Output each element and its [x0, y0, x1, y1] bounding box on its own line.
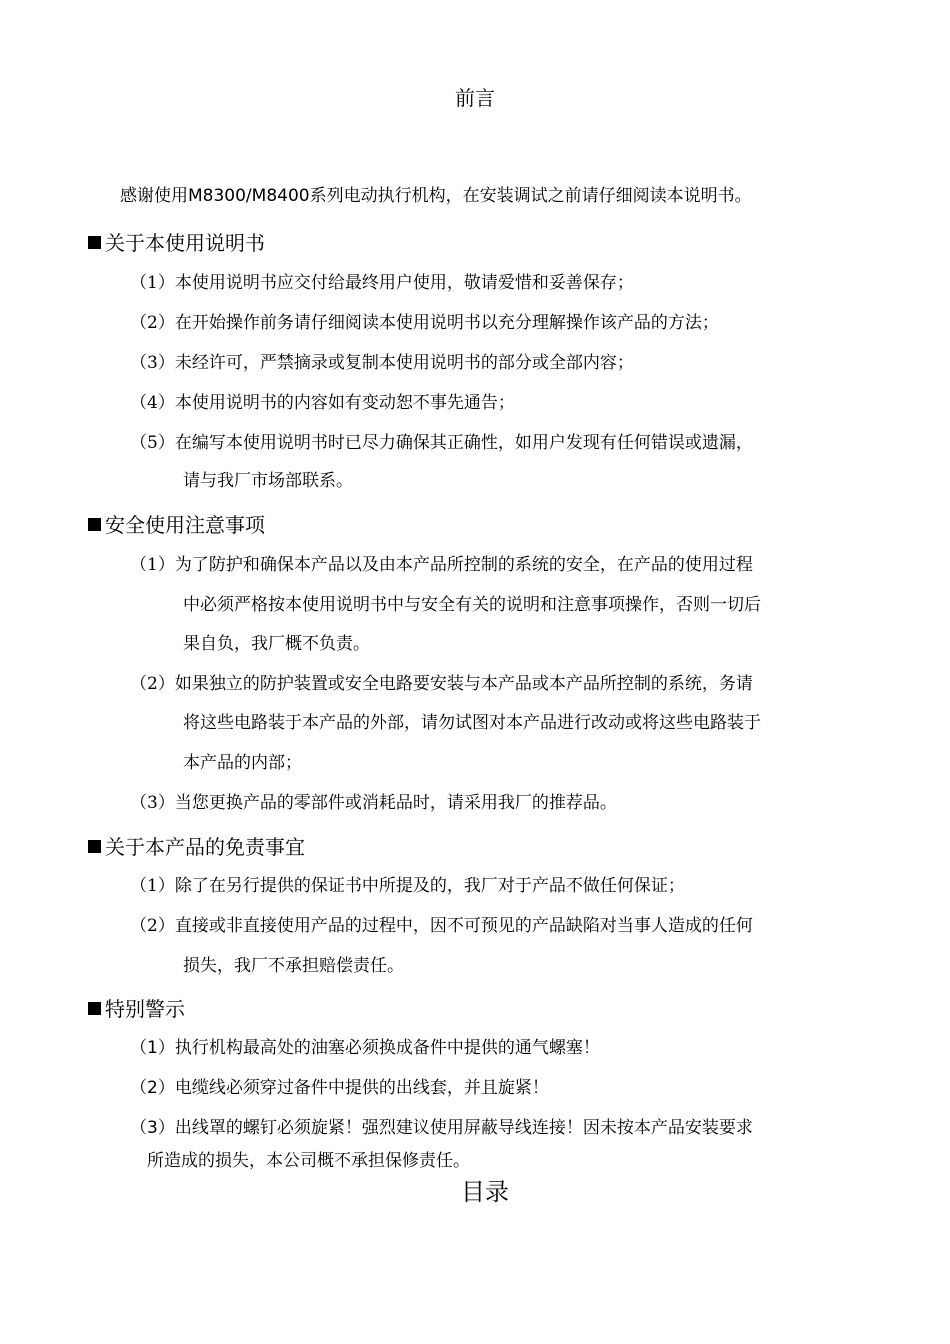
section-heading-text: 安全使用注意事项 — [105, 513, 265, 537]
square-bullet-icon — [88, 1002, 101, 1015]
section-heading-safety — [88, 509, 265, 538]
list-item: （2）在开始操作前务请仔细阅读本使用说明书以充分理解操作该产品的方法； — [130, 313, 719, 333]
section-heading-warning — [88, 993, 185, 1022]
list-item: （1）本使用说明书应交付给最终用户使用，敬请爱惜和妥善保存； — [130, 273, 634, 293]
square-bullet-icon — [88, 236, 101, 249]
square-bullet-icon — [88, 840, 101, 853]
list-item: （2）电缆线必须穿过备件中提供的出线套，并且旋紧！ — [130, 1078, 549, 1098]
section-heading-text: 关于本使用说明书 — [105, 231, 265, 255]
section-heading-text: 关于本产品的免责事宜 — [105, 835, 305, 859]
list-item-continuation: 所造成的损失，本公司概不承担保修责任。 — [147, 1151, 470, 1171]
square-bullet-icon — [88, 518, 101, 531]
list-item: （1）除了在另行提供的保证书中所提及的，我厂对于产品不做任何保证； — [130, 876, 685, 896]
toc-title: 目录 — [461, 1178, 509, 1206]
list-item: （1）为了防护和确保本产品以及由本产品所控制的系统的安全，在产品的使用过程 — [130, 555, 753, 575]
intro-paragraph: 感谢使用M8300/M8400系列电动执行机构，在安装调试之前请仔细阅读本说明书。 — [120, 186, 752, 206]
list-item-continuation: 损失，我厂不承担赔偿责任。 — [183, 956, 404, 976]
section-heading-manual — [88, 227, 265, 256]
list-item-continuation: 将这些电路装于本产品的外部，请勿试图对本产品进行改动或将这些电路装于 — [183, 713, 761, 733]
list-item: （2）直接或非直接使用产品的过程中，因不可预见的产品缺陷对当事人造成的任何 — [130, 916, 753, 936]
list-item: （3）未经许可，严禁摘录或复制本使用说明书的部分或全部内容； — [130, 353, 634, 373]
page-title: 前言 — [455, 86, 495, 110]
list-item-continuation: 果自负，我厂概不负责。 — [183, 634, 370, 654]
list-item: （4）本使用说明书的内容如有变动恕不事先通告； — [130, 393, 515, 413]
list-item: （5）在编写本使用说明书时已尽力确保其正确性，如用户发现有任何错误或遗漏， — [130, 433, 753, 453]
section-heading-disclaimer — [88, 831, 305, 860]
list-item-continuation: 中必须严格按本使用说明书中与安全有关的说明和注意事项操作，否则一切后 — [183, 595, 761, 615]
list-item-continuation: 本产品的内部； — [183, 753, 302, 773]
list-item: （3）出线罩的螺钉必须旋紧！强烈建议使用屏蔽导线连接！因未按本产品安装要求 — [130, 1118, 753, 1138]
section-heading-text: 特别警示 — [105, 997, 185, 1021]
list-item: （1）执行机构最高处的油塞必须换成备件中提供的通气螺塞！ — [130, 1038, 600, 1058]
list-item-continuation: 请与我厂市场部联系。 — [183, 471, 353, 491]
list-item: （3）当您更换产品的零部件或消耗品时，请采用我厂的推荐品。 — [130, 793, 617, 813]
list-item: （2）如果独立的防护装置或安全电路要安装与本产品或本产品所控制的系统，务请 — [130, 674, 753, 694]
